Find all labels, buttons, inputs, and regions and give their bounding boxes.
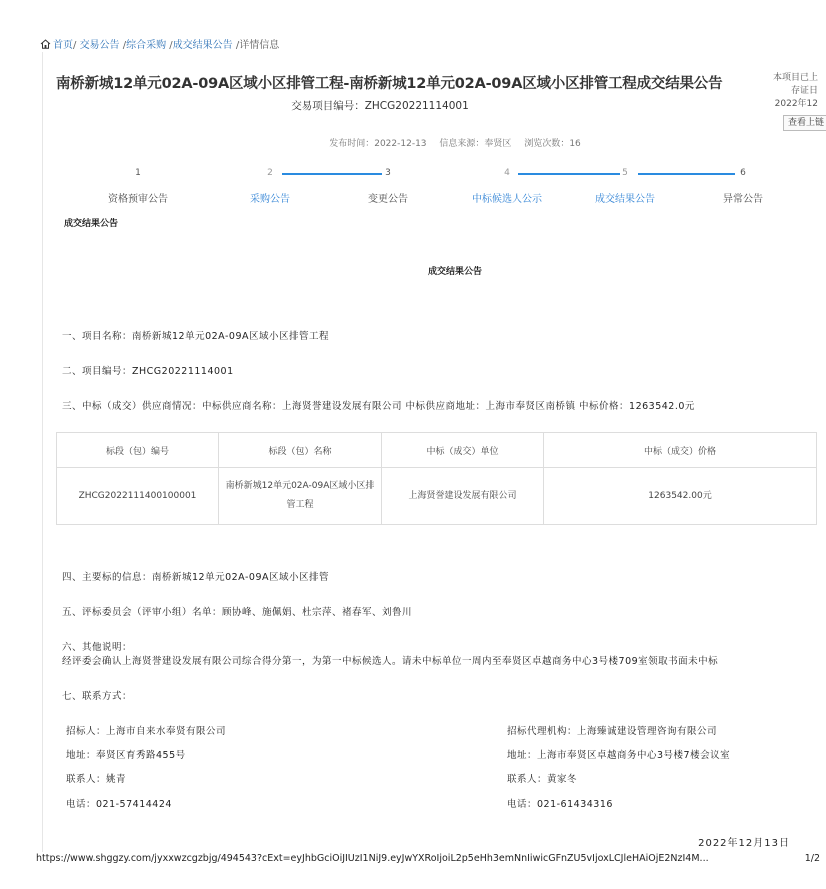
- winning-supplier: 三、中标（成交）供应商情况：中标供应商名称：上海贤誉建设发展有限公司 中标供应商地址：上海市奉贤区南桥镇 中标价格：1263542.0元: [62, 401, 695, 412]
- col-header-lot-code: 标段（包）编号: [57, 433, 219, 468]
- other-notes-body: 经评委会确认上海贤誉建设发展有限公司综合得分第一，为第一中标候选人。请未中标单位一周内至奉贤区卓越商务中心3号楼709室领取书面未中标: [62, 656, 719, 667]
- committee-list: 五、评标委员会（评审小组）名单：顾协峰、施佩娟、杜宗萍、褚春军、刘鲁川: [62, 607, 413, 618]
- content-border: [42, 52, 43, 852]
- cell-lot-code: ZHCG2022111400100001: [57, 468, 219, 525]
- breadcrumb-procurement[interactable]: 综合采购: [126, 40, 167, 51]
- col-header-winner: 中标（成交）单位: [382, 433, 544, 468]
- meta-info: [0, 136, 826, 149]
- page-number: 1/2: [799, 853, 820, 864]
- publish-time: 发布时间：2022-12-13: [329, 139, 427, 149]
- project-name: 一、项目名称：南桥新城12单元02A-09A区域小区排管工程: [62, 331, 329, 342]
- agent-address: 地址：上海市奉贤区卓越商务中心3号楼7楼会议室: [507, 750, 731, 761]
- step-result[interactable]: 5 成交结果公告: [595, 168, 655, 205]
- result-table: [56, 432, 817, 525]
- page-title: 南桥新城12单元02A-09A区域小区排管工程-南桥新城12单元02A-09A区域小区排管工程成交结果公告: [56, 76, 723, 92]
- notice-date: 2022年12月13日: [698, 838, 790, 849]
- view-chain-button[interactable]: 查看上链: [783, 115, 826, 131]
- step-exception[interactable]: 6 异常公告: [723, 168, 763, 205]
- section-heading: 成交结果公告: [64, 219, 119, 229]
- tenderer-address: 地址：奉贤区育秀路455号: [66, 750, 186, 761]
- cell-lot-name: 南桥新城12单元02A-09A区域小区排管工程: [219, 468, 382, 525]
- step-candidates[interactable]: 4 中标候选人公示: [472, 168, 542, 205]
- step-procurement[interactable]: 2 采购公告: [250, 168, 290, 205]
- tenderer-person: 联系人：姚青: [66, 774, 127, 785]
- project-number: 交易项目编号：ZHCG20221114001: [291, 100, 469, 112]
- project-code: 二、项目编号：ZHCG20221114001: [62, 366, 234, 377]
- info-source: 信息来源：奉贤区: [439, 139, 512, 149]
- other-notes-title: 六、其他说明：: [62, 642, 133, 653]
- tenderer-phone: 电话：021-57414424: [66, 799, 172, 810]
- table-header-row: [57, 433, 817, 468]
- breadcrumb-current: 详情信息: [239, 40, 280, 51]
- breadcrumb-home[interactable]: 首页: [53, 40, 73, 51]
- col-header-price: 中标（成交）价格: [544, 433, 817, 468]
- agent-person: 联系人：黄家冬: [507, 774, 578, 785]
- view-count: 浏览次数：16: [524, 139, 581, 149]
- col-header-lot-name: 标段（包）名称: [219, 433, 382, 468]
- cell-winner: 上海贤誉建设发展有限公司: [382, 468, 544, 525]
- breadcrumb: 首页/ 交易公告 /综合采购 /成交结果公告 /详情信息: [40, 36, 279, 51]
- process-steps: [70, 166, 810, 216]
- blockchain-note: 本项目已上 存证日 2022年12: [772, 73, 818, 109]
- breadcrumb-trade-notices[interactable]: 交易公告: [79, 40, 120, 51]
- main-subject: 四、主要标的信息：南桥新城12单元02A-09A区域小区排管: [62, 572, 329, 583]
- breadcrumb-result-notice[interactable]: 成交结果公告: [172, 40, 233, 51]
- step-prequalification[interactable]: 1 资格预审公告: [108, 168, 168, 205]
- document-title: 成交结果公告: [427, 267, 482, 277]
- tenderer-org: 招标人：上海市自来水奉贤有限公司: [66, 726, 227, 737]
- table-row: [57, 468, 817, 525]
- page-url: https://www.shggzy.com/jyxxwzcgzbjg/494543?cExt=eyJhbGciOiJIUzI1NiJ9.eyJwYXRoIjoiL2p5eHh3emNnIiwicGFnZU5vIjoxLCJleHAiOjE2NzI4M...: [36, 853, 709, 864]
- home-icon[interactable]: [40, 39, 51, 49]
- agent-phone: 电话：021-61434316: [507, 799, 613, 810]
- step-change[interactable]: 3 变更公告: [368, 168, 408, 205]
- cell-price: 1263542.00元: [544, 468, 817, 525]
- agent-org: 招标代理机构：上海臻诚建设管理咨询有限公司: [507, 726, 718, 737]
- contact-heading: 七、联系方式：: [62, 691, 133, 702]
